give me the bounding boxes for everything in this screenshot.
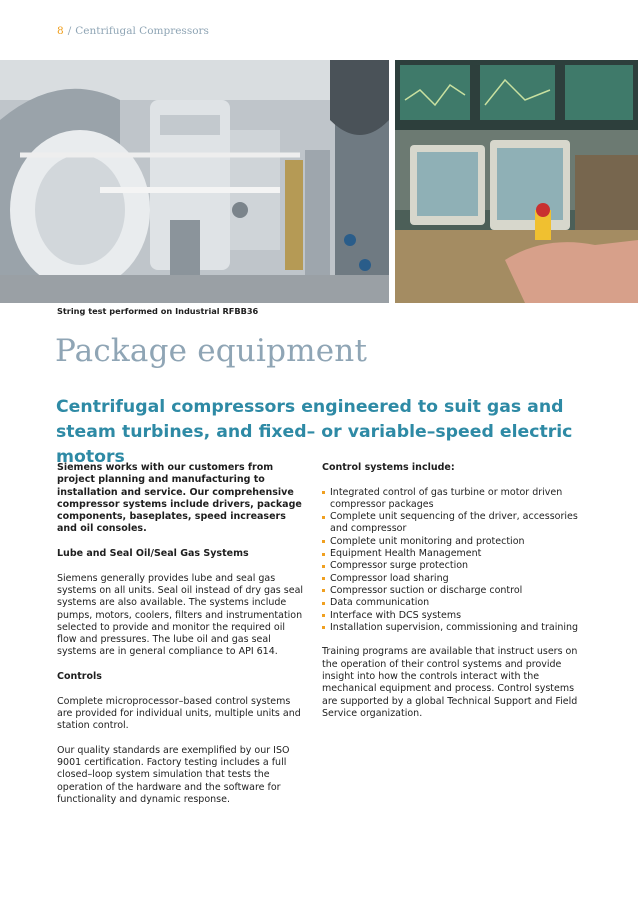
left-column	[57, 462, 307, 819]
list-item: Data communication	[322, 597, 582, 609]
section-name: Centrifugal Compressors	[75, 25, 209, 37]
photo-caption: String test performed on Industrial RFBB36	[57, 306, 259, 316]
lube-paragraph: Siemens generally provides lube and seal gas systems on all units. Seal oil instead of dry gas seal systems are also available. The systems include pumps, motors, coolers, filters and instrumentation selected to provide and monitor the required oil flow and pressures. The lube oil and gas seal systems are in general compliance to API 614.	[57, 572, 304, 658]
list-item: Complete unit monitoring and protection	[322, 536, 582, 548]
list-item: Compressor load sharing	[322, 573, 582, 585]
right-column	[322, 462, 582, 733]
control-room-photo	[395, 60, 638, 303]
compressor-illustration	[0, 60, 389, 303]
list-item: Integrated control of gas turbine or motor driven compressor packages	[322, 487, 582, 512]
training-paragraph: Training programs are available that instruct users on the operation of their control systems and provide insight into how the controls interact with the mechanical equipment and process. Control systems are supported by a global Technical Support and Field Service organization.	[322, 646, 578, 719]
list-item: Compressor surge protection	[322, 560, 582, 572]
page-subtitle: Centrifugal compressors engineered to suit gas and steam turbines, and fixed– or variable–speed electric motors	[56, 397, 573, 467]
lube-heading: Lube and Seal Oil/Seal Gas Systems	[57, 548, 249, 560]
header-separator: /	[67, 25, 72, 37]
page-title: Package equipment	[55, 333, 368, 369]
intro-paragraph: Siemens works with our customers from project planning and manufacturing to installation and service. Our comprehensive compressor systems include drivers, package components, baseplates, speed increasers and oil consoles.	[57, 462, 302, 535]
running-header	[57, 25, 209, 37]
compressor-string-test-photo	[0, 60, 389, 303]
control-room-illustration	[395, 60, 638, 303]
control-systems-heading: Control systems include:	[322, 462, 455, 473]
list-item: Equipment Health Management	[322, 548, 582, 560]
list-item: Complete unit sequencing of the driver, accessories and compressor	[322, 511, 582, 536]
list-item: Compressor suction or discharge control	[322, 585, 582, 597]
list-item: Installation supervision, commissioning and training	[322, 622, 582, 634]
controls-paragraph: Complete microprocessor–based control systems are provided for individual units, multiple units and station control.	[57, 695, 301, 732]
quality-paragraph: Our quality standards are exemplified by our ISO 9001 certification. Factory testing includes a full closed–loop system simulation that tests the operation of the hardware and the software for functionality and dynamic response.	[57, 744, 290, 806]
list-item: Interface with DCS systems	[322, 610, 582, 622]
controls-heading: Controls	[57, 671, 102, 683]
page-number: 8	[57, 25, 64, 37]
control-systems-list	[322, 487, 582, 635]
